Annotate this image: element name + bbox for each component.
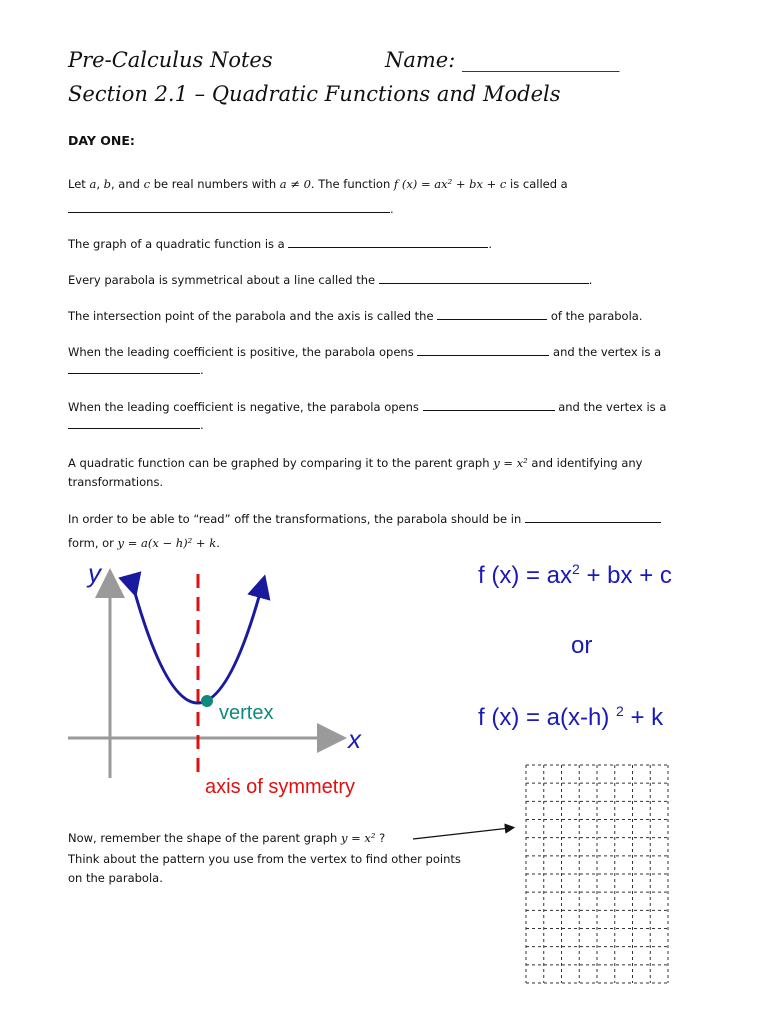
neg-pre: When the leading coefficient is negative, the parabola opens <box>68 400 419 414</box>
section-title: Section 2.1 – Quadratic Functions and Models <box>68 82 561 106</box>
defn-comma-and: , and <box>111 177 140 191</box>
practice-grid[interactable] <box>526 765 668 983</box>
defn-p1: Let <box>68 177 86 191</box>
remember-sentence <box>68 830 385 846</box>
vertex-rest: + k <box>623 704 664 731</box>
standard-base: f (x) = ax <box>478 562 573 589</box>
parent-post: and identifying any <box>531 456 643 470</box>
pos-pre: When the leading coefficient is positive, the parabola opens <box>68 345 414 359</box>
inter-post: of the parabola. <box>550 309 643 323</box>
read-post: . <box>216 536 220 550</box>
vertex-exponent: 2 <box>616 703 624 719</box>
function-formula: f (x) = ax² + bx + c <box>393 177 507 191</box>
parent-pre: A quadratic function can be graphed by comparing it to the parent graph <box>68 456 490 470</box>
vertex-form <box>478 703 663 732</box>
read-pre: In order to be able to “read” off the transformations, the parabola should be in <box>68 512 522 526</box>
var-b: b <box>103 177 111 191</box>
remember-pre: Now, remember the shape of the parent graph <box>68 831 338 845</box>
graph-post: . <box>488 237 493 251</box>
defn-p2: be real numbers with <box>153 177 277 191</box>
day-label: DAY ONE: <box>68 133 135 148</box>
condition: a ≠ 0 <box>279 177 311 191</box>
remember-line2: Think about the pattern you use from the vertex to find other points <box>68 852 461 866</box>
remember-line3: on the parabola. <box>68 871 163 885</box>
graph-pre: The graph of a quadratic function is a <box>68 237 285 251</box>
standard-rest: + bx + c <box>579 562 672 589</box>
defn-tail: . <box>390 202 394 216</box>
neg-mid: and the vertex is a <box>558 400 667 414</box>
neg-post: . <box>200 418 204 432</box>
var-c: c <box>143 177 151 191</box>
name-blank[interactable]: _______________ <box>462 48 620 72</box>
parent-equation: y = x² <box>493 456 528 470</box>
standard-form <box>478 561 672 590</box>
defn-p3: . The function <box>310 177 391 191</box>
symm-post: . <box>588 273 593 287</box>
parent-sentence-line2: transformations. <box>68 475 164 489</box>
defn-p4: is called a <box>510 177 568 191</box>
axis-of-symmetry-label: axis of symmetry <box>205 776 356 798</box>
read-line2: form, or <box>68 536 114 550</box>
vertex-form-equation: y = a(x − h)² + k <box>117 536 217 550</box>
x-axis-label: x <box>348 724 361 754</box>
pointer-arrow <box>413 828 510 839</box>
vertex-label: vertex <box>219 702 274 724</box>
y-axis-label: y <box>88 558 101 588</box>
symm-pre: Every parabola is symmetrical about a line called the <box>68 273 376 287</box>
or-label: or <box>571 632 593 659</box>
vertex-dot <box>201 695 213 707</box>
var-a: a <box>89 177 97 191</box>
pos-post: . <box>200 363 204 377</box>
parent-equation-2: y = x² <box>340 831 376 845</box>
remember-q: ? <box>379 831 386 845</box>
pos-mid: and the vertex is a <box>553 345 662 359</box>
defn-comma1: , <box>96 177 100 191</box>
name-label-text: Name: <box>385 48 456 72</box>
vertex-base: f (x) = a(x-h) <box>478 704 617 731</box>
standard-exponent: 2 <box>572 561 580 577</box>
course-title: Pre-Calculus Notes <box>68 48 273 72</box>
inter-pre: The intersection point of the parabola and the axis is called the <box>68 309 434 323</box>
